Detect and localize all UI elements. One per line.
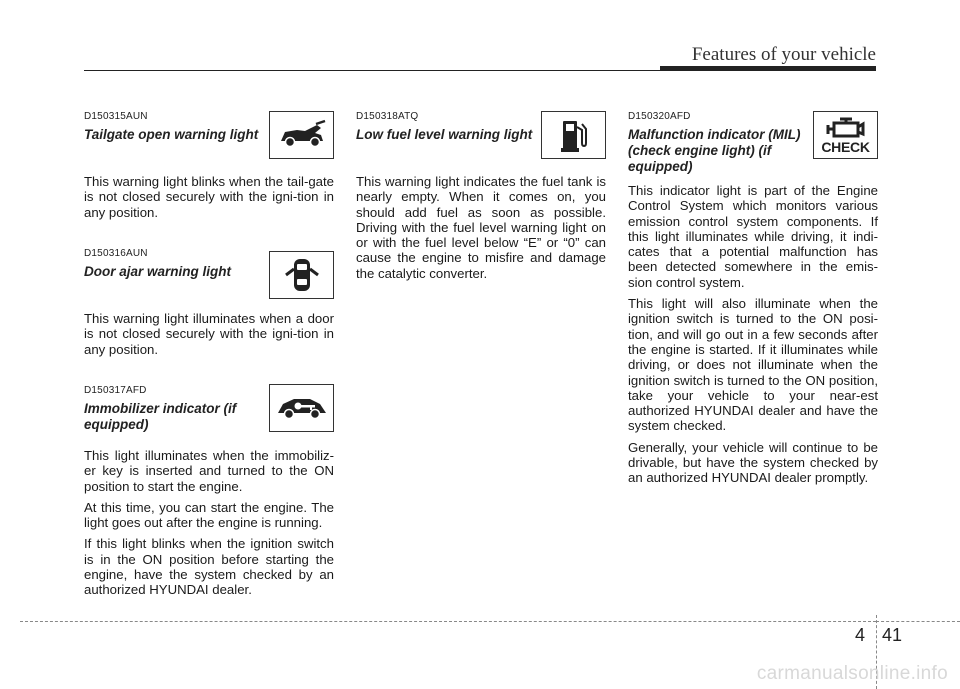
section-heading: Malfunction indicator (MIL) (check engine light) (if equipped) [628,127,801,174]
section-door-ajar [84,248,334,385]
section-code: D150316AUN [84,248,148,259]
column-left [84,111,334,604]
fuel-pump-icon [541,111,606,159]
section-code: D150318ATQ [356,111,419,122]
header-rule-accent [660,66,876,71]
section-immobilizer [84,385,334,598]
column-right [628,111,878,492]
section-low-fuel [356,111,606,281]
section-code: D150315AUN [84,111,148,122]
section-code: D150320AFD [628,111,691,122]
section-text: This warning light blinks when the tail-gate is not closed securely with the igni-tion in any position. [84,174,334,220]
section-tailgate-open [84,111,334,248]
check-engine-icon [813,111,878,159]
chapter-number: 4 [855,625,866,645]
section-text: This indicator light is part of the Engine Control System which monitors various emission control system components. If this light illuminates while driving, it indi-cates that a potential malfunction has been detected somewhere in the emis-sion control system. [628,183,878,290]
door-ajar-icon [269,251,334,299]
section-malfunction-indicator [628,111,878,486]
page-number: 41 [882,625,903,645]
section-text: This warning light illuminates when a door is not closed securely with the igni-tion in any position. [84,311,334,357]
section-text: This warning light indicates the fuel tank is nearly empty. When it comes on, you should add fuel as soon as possible. Driving with the fuel level warning light on or with the fuel level below “E” or “0” can cause the engine to misfire and damage the catalytic converter. [356,174,606,281]
watermark: carmanualsonline.info [756,663,948,684]
section-heading: Tailgate open warning light [84,127,259,142]
page-header-title: Features of your vehicle [691,44,876,65]
tailgate-open-icon [269,111,334,159]
column-middle [356,111,606,287]
section-text: If this light blinks when the ignition switch is in the ON position before starting the engine, have the system checked by an authorized HYUNDAI dealer. [84,536,334,598]
section-text: This light illuminates when the immobiliz-er key is inserted and turned to the ON position to start the engine. [84,448,334,494]
section-text: At this time, you can start the engine. The light goes out after the engine is running. [84,499,334,531]
section-heading: Low fuel level warning light [356,127,533,142]
section-heading: Immobilizer indicator (if equipped) [84,401,237,432]
section-heading: Door ajar warning light [84,264,232,279]
footer-rule [20,621,876,622]
immobilizer-icon [269,384,334,432]
footer-rule-right [876,621,960,622]
check-engine-label: CHECK [821,138,870,155]
section-text: Generally, your vehicle will continue to be drivable, but have the system checked by an authorized HYUNDAI dealer promptly. [628,439,878,486]
section-code: D150317AFD [84,385,147,396]
section-text: This light will also illuminate when the ignition switch is turned to the ON posi-tion, and will go out in a few seconds after the engine is started. If it illuminates while driving, or does not illuminate when the ignition switch is turned to the ON position, take your vehicle to your near-est authorized HYUNDAI dealer and have the system checked. [628,296,878,434]
